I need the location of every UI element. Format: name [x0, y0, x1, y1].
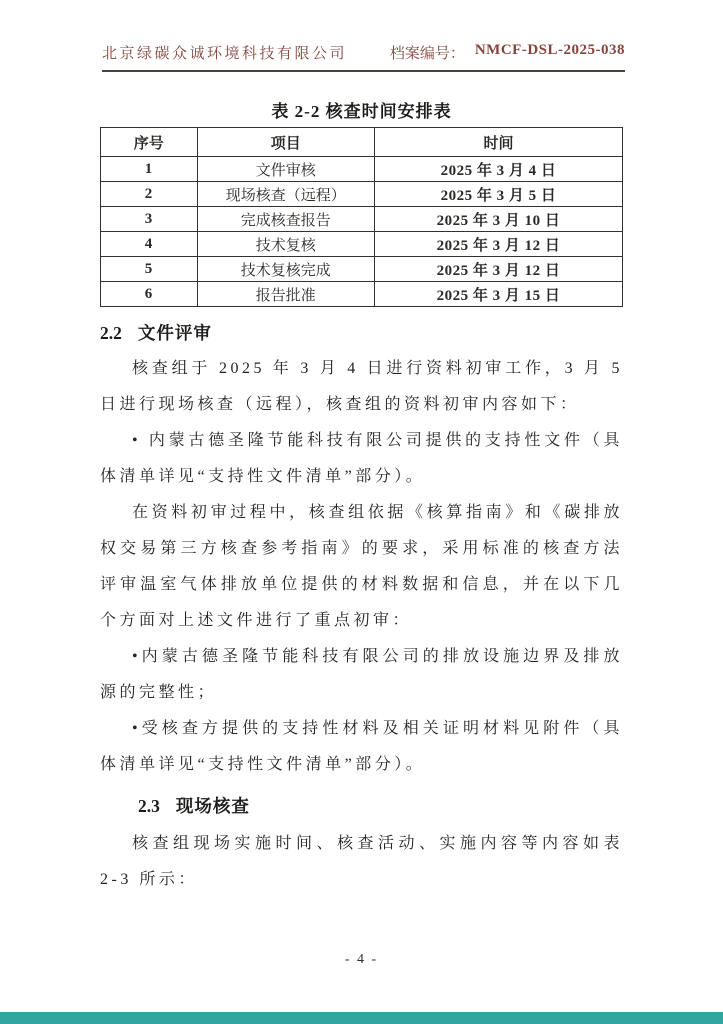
section-heading-2-2 — [100, 320, 623, 345]
table-row — [101, 207, 623, 232]
bullet-boundary-completeness: •内蒙古德圣隆节能科技有限公司的排放设施边界及排放源的完整性； — [100, 648, 623, 701]
table-row — [101, 232, 623, 257]
paragraph-document-review: 核查组于 2025 年 3 月 4 日进行资料初审工作，3 月 5 日进行现场核查（远程），核查组的资料初审内容如下： — [100, 360, 623, 413]
table-row — [101, 182, 623, 207]
table-cell: 现场核查（远程） — [197, 182, 374, 207]
table-cell: 技术复核完成 — [197, 257, 374, 282]
table-cell: 3 — [101, 207, 198, 232]
section-number: 2.2 — [100, 323, 122, 343]
archive-number: NMCF-DSL-2025-038 — [474, 42, 625, 58]
page-content — [100, 97, 623, 898]
column-header-time: 时间 — [375, 128, 623, 157]
paragraph-review-method: 在资料初审过程中，核查组依据《核算指南》和《碳排放权交易第三方核查参考指南》的要求，采用标准的核查方法评审温室气体排放单位提供的材料数据和信息，并在以下几个方面对上述文件进行了重点初审： — [100, 504, 623, 629]
table-cell: 报告批准 — [197, 282, 374, 307]
table-cell: 2 — [101, 182, 198, 207]
section-title: 文件评审 — [137, 323, 212, 343]
table-cell: 2025 年 3 月 12 日 — [375, 232, 623, 257]
schedule-table — [100, 127, 623, 307]
column-header-item: 项目 — [197, 128, 374, 157]
bottom-accent-bar — [0, 1012, 723, 1024]
table-cell: 1 — [101, 157, 198, 182]
company-name: 北京绿碳众诚环境科技有限公司 — [102, 46, 348, 62]
table-cell: 5 — [101, 257, 198, 282]
archive-number-group — [390, 42, 625, 63]
table-cell: 2025 年 3 月 15 日 — [375, 282, 623, 307]
section-title: 现场核查 — [175, 796, 250, 816]
table-cell: 2025 年 3 月 5 日 — [375, 182, 623, 207]
table-cell: 6 — [101, 282, 198, 307]
table-cell: 2025 年 3 月 10 日 — [375, 207, 623, 232]
page-number: - 4 - — [344, 952, 379, 967]
bullet-supporting-documents: • 内蒙古德圣隆节能科技有限公司提供的支持性文件（具体清单详见“支持性文件清单”部分）。 — [100, 432, 623, 485]
column-header-no: 序号 — [101, 128, 198, 157]
page-header — [102, 42, 625, 72]
paragraph-onsite-verification: 核查组现场实施时间、核查活动、实施内容等内容如表 2-3 所示： — [100, 835, 623, 888]
archive-label: 档案编号： — [389, 46, 465, 62]
table-row — [101, 257, 623, 282]
table-cell: 完成核查报告 — [197, 207, 374, 232]
table-cell: 技术复核 — [197, 232, 374, 257]
table-cell: 文件审核 — [197, 157, 374, 182]
table-title: 表 2-2 核查时间安排表 — [271, 102, 452, 121]
table-header-row — [101, 128, 623, 157]
table-cell: 2025 年 3 月 12 日 — [375, 257, 623, 282]
section-heading-2-3 — [100, 793, 623, 818]
bullet-supporting-materials: •受核查方提供的支持性材料及相关证明材料见附件（具体清单详见“支持性文件清单”部分）。 — [100, 720, 623, 773]
table-row — [101, 157, 623, 182]
table-row — [101, 282, 623, 307]
section-number: 2.3 — [138, 796, 160, 816]
table-cell: 2025 年 3 月 4 日 — [375, 157, 623, 182]
table-cell: 4 — [101, 232, 198, 257]
